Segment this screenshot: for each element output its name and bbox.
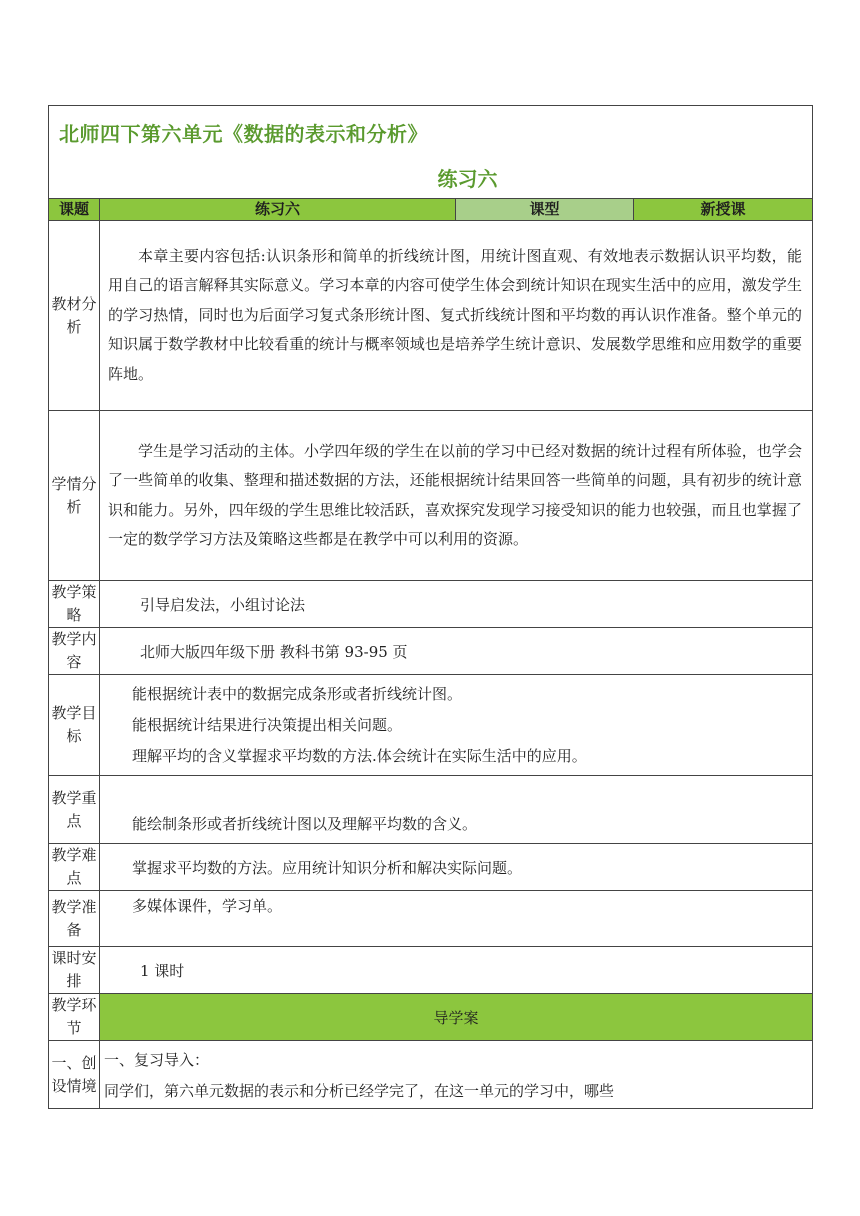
difficulties-text: 掌握求平均数的方法。应用统计知识分析和解决实际问题。 bbox=[132, 858, 523, 877]
learner-row bbox=[49, 411, 813, 581]
section1-cell bbox=[100, 1041, 813, 1109]
title-row bbox=[49, 106, 813, 199]
hours-text: 1 课时 bbox=[140, 961, 185, 980]
preparation-cell bbox=[100, 891, 813, 947]
strategy-cell bbox=[100, 581, 813, 628]
strategy-row bbox=[49, 581, 813, 628]
content-row bbox=[49, 628, 813, 675]
content-label: 教学内容 bbox=[49, 628, 100, 675]
section1-line: 一、复习导入： bbox=[104, 1051, 210, 1069]
goals-cell bbox=[100, 675, 813, 776]
content-text: 北师大版四年级下册 教科书第 93-95 页 bbox=[140, 642, 408, 661]
topic-label: 课题 bbox=[49, 199, 100, 221]
preparation-label: 教学准备 bbox=[49, 891, 100, 947]
stage-row bbox=[49, 994, 813, 1041]
hours-row bbox=[49, 947, 813, 994]
difficulties-cell bbox=[100, 844, 813, 891]
title-cell bbox=[49, 106, 813, 199]
preparation-row bbox=[49, 891, 813, 947]
learner-text: 学生是学习活动的主体。小学四年级的学生在以前的学习中已经对数据的统计过程有所体验，也学会了一些简单的收集、整理和描述数据的方法，还能根据统计结果回答一些简单的问题，具有初步的统计意识和能力。另外，四年级的学生思维比较活跃，喜欢探究发现学习接受知识的能力也较强，而且也掌握了一定的数学学习方法及策略这些都是在教学中可以利用的资源。 bbox=[108, 441, 802, 548]
stage-label: 教学环节 bbox=[49, 994, 100, 1041]
strategy-text: 引导启发法，小组讨论法 bbox=[140, 595, 306, 614]
strategy-label: 教学策略 bbox=[49, 581, 100, 628]
type-label: 课型 bbox=[456, 199, 634, 221]
section1-row bbox=[49, 1041, 813, 1109]
goal-item: 理解平均的含义掌握求平均数的方法.体会统计在实际生活中的应用。 bbox=[132, 746, 587, 765]
section1-label: 一、创设情境 bbox=[49, 1041, 100, 1109]
hours-cell bbox=[100, 947, 813, 994]
header-row bbox=[49, 199, 813, 221]
learner-cell bbox=[100, 411, 813, 581]
key-points-row bbox=[49, 776, 813, 844]
topic-value: 练习六 bbox=[100, 199, 456, 221]
key-points-text: 能绘制条形或者折线统计图以及理解平均数的含义。 bbox=[132, 815, 478, 833]
difficulties-label: 教学难点 bbox=[49, 844, 100, 891]
lesson-plan-table bbox=[48, 105, 813, 1109]
key-points-label: 教学重点 bbox=[49, 776, 100, 844]
goal-item: 能根据统计结果进行决策提出相关问题。 bbox=[132, 715, 403, 734]
stage-header: 导学案 bbox=[100, 994, 813, 1041]
content-cell bbox=[100, 628, 813, 675]
preparation-text: 多媒体课件，学习单。 bbox=[132, 897, 283, 915]
goals-label: 教学目标 bbox=[49, 675, 100, 776]
lesson-plan-sheet bbox=[48, 105, 812, 1109]
section1-line: 同学们，第六单元数据的表示和分析已经学完了，在这一单元的学习中，哪些 bbox=[104, 1082, 615, 1100]
type-value: 新授课 bbox=[634, 199, 813, 221]
material-label: 教材分析 bbox=[49, 221, 100, 411]
learner-label: 学情分析 bbox=[49, 411, 100, 581]
goals-row bbox=[49, 675, 813, 776]
material-row bbox=[49, 221, 813, 411]
material-text: 本章主要内容包括:认识条形和简单的折线统计图，用统计图直观、有效地表示数据认识平均数，能用自己的语言解释其实际意义。学习本章的内容可使学生体会到统计知识在现实生活中的应用，激发学生的学习热情，同时也为后面学习复式条形统计图、复式折线统计图和平均数的再认识作准备。整个单元的知识属于数学教材中比较看重的统计与概率领域也是培养学生统计意识、发展数学思维和应用数学的重要阵地。 bbox=[108, 246, 802, 383]
document-title: 北师四下第六单元《数据的表示和分析》 bbox=[59, 122, 428, 146]
goal-item: 能根据统计表中的数据完成条形或者折线统计图。 bbox=[132, 684, 463, 703]
difficulties-row bbox=[49, 844, 813, 891]
document-subtitle: 练习六 bbox=[437, 167, 498, 191]
hours-label: 课时安排 bbox=[49, 947, 100, 994]
key-points-cell bbox=[100, 776, 813, 844]
material-cell bbox=[100, 221, 813, 411]
